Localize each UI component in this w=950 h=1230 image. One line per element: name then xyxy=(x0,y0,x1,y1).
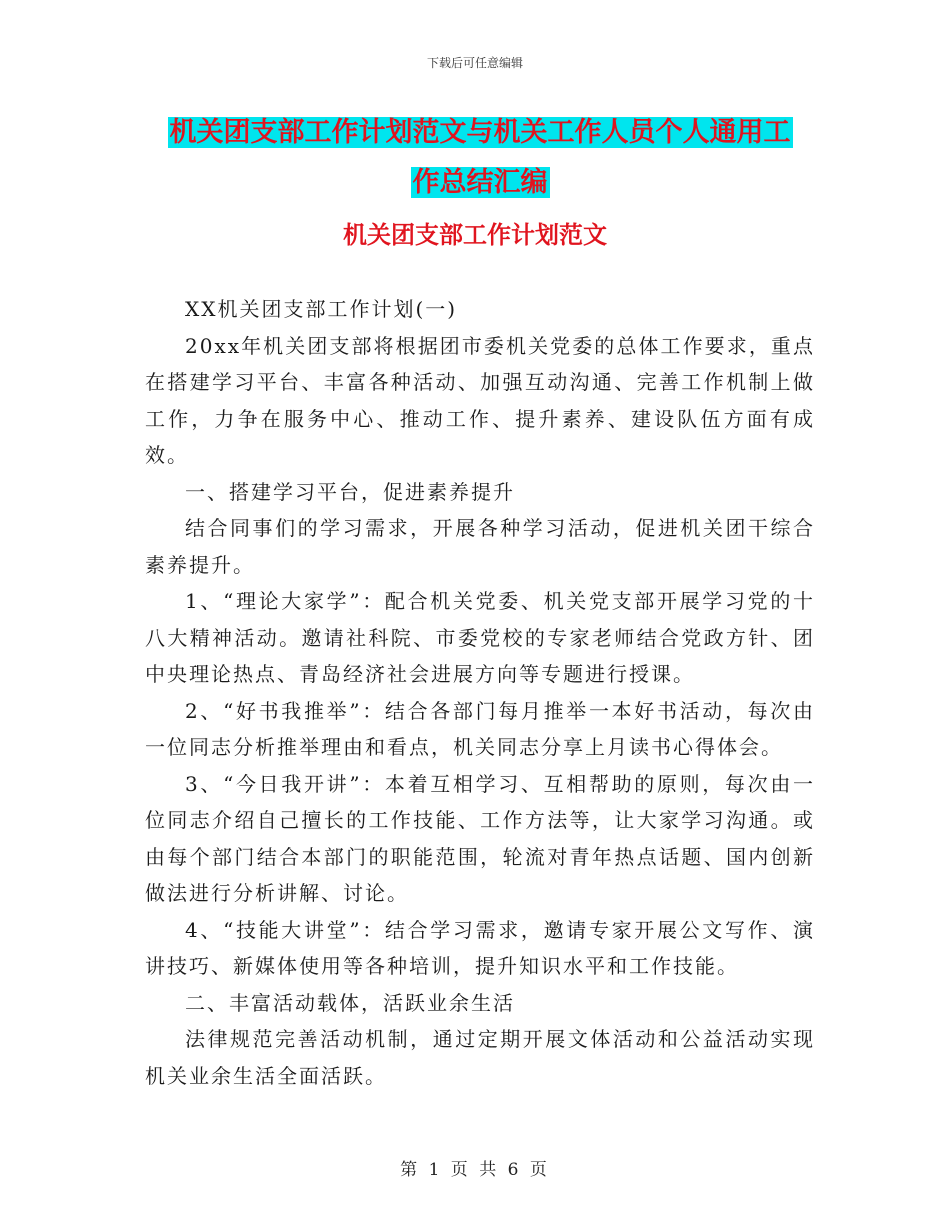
paragraph: 结合同事们的学习需求，开展各种学习活动，促进机关团干综合素养提升。 xyxy=(145,516,815,577)
document-body xyxy=(145,291,815,1094)
paragraph: 4、“技能大讲堂”：结合学习需求，邀请专家开展公文写作、演讲技巧、新媒体使用等各种培训，提升知识水平和工作技能。 xyxy=(145,917,815,978)
paragraph: 20xx年机关团支部将根据团市委机关党委的总体工作要求，重点在搭建学习平台、丰富各种活动、加强互动沟通、完善工作机制上做工作，力争在服务中心、推动工作、提升素养、建设队伍方面有成效。 xyxy=(145,333,815,467)
paragraph: 2、“好书我推举”：结合各部门每月推举一本好书活动，每次由一位同志分析推举理由和看点，机关同志分享上月读书心得体会。 xyxy=(145,698,815,759)
paragraph: 1、“理论大家学”：配合机关党委、机关党支部开展学习党的十八大精神活动。邀请社科院、市委党校的专家老师结合党政方针、团中央理论热点、青岛经济社会进展方向等专题进行授课。 xyxy=(145,589,815,686)
section-title: 机关团支部工作计划范文 xyxy=(343,221,607,249)
paragraph: XX机关团支部工作计划(一) xyxy=(185,297,458,321)
document-title xyxy=(140,108,820,208)
paragraph: 二、丰富活动载体，活跃业余生活 xyxy=(185,990,515,1015)
paragraph: 3、“今日我开讲”：本着互相学习、互相帮助的原则，每次由一位同志介绍自己擅长的工作技能、工作方法等，让大家学习沟通。或由每个部门结合本部门的职能范围，轮流对青年热点话题、国内创新做法进行分析讲解、讨论。 xyxy=(145,771,815,905)
paragraph: 法律规范完善活动机制，通过定期开展文体活动和公益活动实现机关业余生活全面活跃。 xyxy=(145,1027,815,1088)
paragraph: 一、搭建学习平台，促进素养提升 xyxy=(185,479,515,504)
header-note: 下载后可任意编辑 xyxy=(426,56,523,70)
document-title-line-1: 机关团支部工作计划范文与机关工作人员个人通用工 xyxy=(169,117,791,148)
document-title-line-2: 作总结汇编 xyxy=(412,167,548,198)
page-footer: 第 1 页 共 6 页 xyxy=(400,1160,550,1180)
